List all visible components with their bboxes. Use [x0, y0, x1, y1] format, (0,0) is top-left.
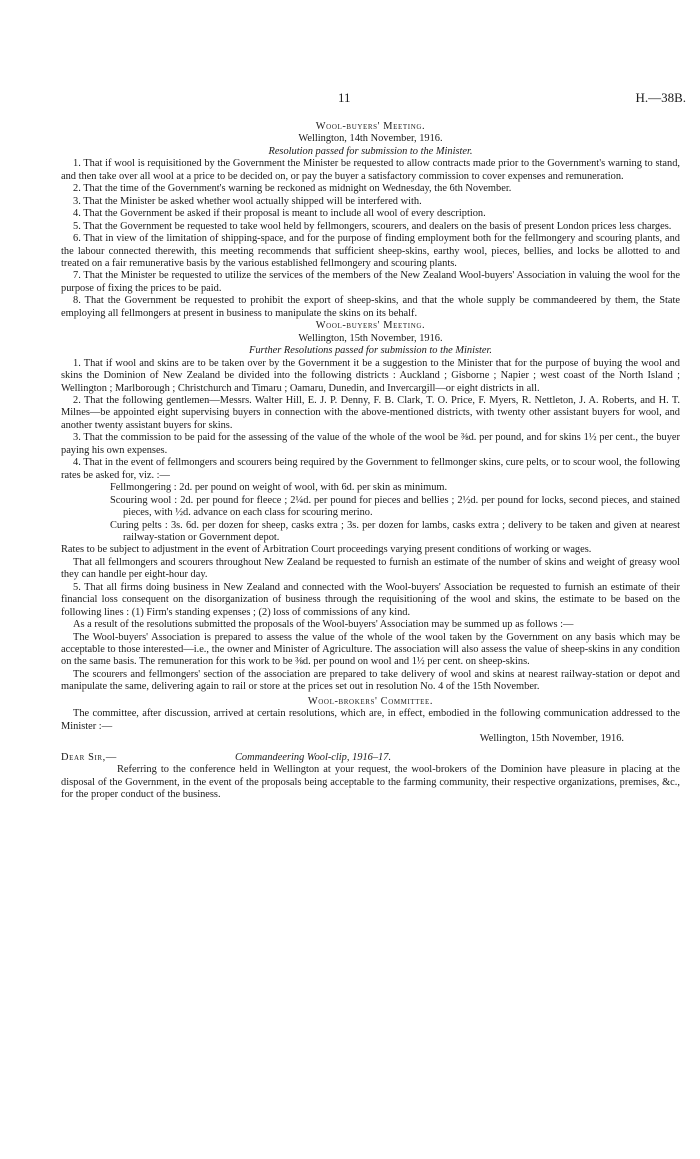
rate-entry: Scouring wool : 2d. per pound for fleece ; 2¼d. per pound for pieces and bellies ; 2½d. per pound for locks, second pieces, and stained pieces, with ½d. advance on each class for scouring merino.: [110, 494, 680, 519]
paragraph: The scourers and fellmongers' section of the association are prepared to take delivery of wool and skins at nearest railway-station or depot and manipulate the same, delivering again to rail or store at the prices set out in resolution No. 4 of the 15th November.: [61, 668, 680, 693]
letter-salutation-row: [61, 752, 680, 764]
letter-title: Commandeering Wool-clip, 1916–17.: [235, 751, 392, 763]
document-body: [61, 121, 680, 801]
page-number: 11: [338, 90, 351, 105]
paragraph: That all fellmongers and scourers throughout New Zealand be requested to furnish an estimate of the number of skins and weight of greasy wool they can handle per eight-hour day.: [61, 556, 680, 581]
letter-salutation: Dear Sir,—: [61, 751, 117, 763]
resolution-item: 8. That the Government be requested to prohibit the export of sheep-skins, and that the whole supply be commandeered by them, the State employing all fellmongers at present in business to manipulate the skins on its behalf.: [61, 295, 680, 319]
paragraph: The Wool-buyers' Association is prepared to assess the value of the whole of the wool taken by the Government on any basis which may be acceptable to those interested—i.e., the owner and Minister of Agriculture. The association will also assess the value of sheep-skins in any condition on the same basis. The remuneration for this work to be ⅜d. per pound on wool and 1½ per cent. on sheep-skins.: [61, 631, 680, 668]
section-date-2: Wellington, 15th November, 1916.: [298, 332, 443, 344]
section-subtitle-1: Resolution passed for submission to the Minister.: [268, 145, 473, 157]
section-title-3: Wool-brokers' Committee.: [307, 695, 434, 707]
resolution-item: 2. That the following gentlemen—Messrs. Walter Hill, E. J. P. Denny, F. B. Clark, T. O. Price, F. Myers, R. Nettleton, J. A. Roberts, and H. T. Milnes—be appointed eight supervising buyers in connection with the above-mentioned districts, with twenty other assistant buyers for wool, and another twenty assistant buyers for skins.: [61, 394, 680, 431]
resolution-item: 3. That the commission to be paid for the assessing of the value of the whole of the wool be ⅜d. per pound, and for skins 1½ per cent., the buyer paying his own expenses.: [61, 432, 680, 456]
letter-date: Wellington, 15th November, 1916.: [479, 733, 624, 745]
section-title-1: Wool-buyers' Meeting.: [315, 121, 426, 132]
resolution-item: 1. That if wool is requisitioned by the Government the Minister be requested to allow contracts made prior to the Government's warning to stand, and then take over all wool at a price to be decided on, or pay the buyer a satisfactory commission to cover expenses and remuneration.: [61, 158, 680, 182]
rate-entry: Fellmongering : 2d. per pound on weight of wool, with 6d. per skin as minimum.: [110, 482, 448, 494]
rate-entry: Curing pelts : 3s. 6d. per dozen for sheep, casks extra ; 3s. per dozen for lambs, casks extra ; delivery to be taken and given at nearest railway-station or Government depot.: [110, 519, 680, 543]
resolution-item: 4. That the Government be asked if their proposal is meant to include all wool of every description.: [73, 208, 486, 220]
paragraph: The committee, after discussion, arrived at certain resolutions, which are, in effect, embodied in the following communication addressed to the Minister :—: [61, 708, 680, 732]
resolution-item: 2. That the time of the Government's warning be reckoned as midnight on Wednesday, the 6th November.: [73, 183, 512, 195]
resolution-item: 1. That if wool and skins are to be taken over by the Government it be a suggestion to the Minister that for the purpose of buying the wool and skins the Dominion of New Zealand be divided into the following districts : Auckland ; Gisborne ; Napier ; west coast of the North Island ; Wellington ; Marlborough ; Christchurch and Timaru ; Oamaru, Dunedin, and Invercargill—or eight districts in all.: [61, 357, 680, 394]
section-subtitle-2: Further Resolutions passed for submission to the Minister.: [248, 345, 493, 357]
resolution-item: 4. That in the event of fellmongers and scourers being required by the Government to fellmonger skins, cure pelts, or to scour wool, the following rates be asked for, viz. :—: [61, 457, 680, 481]
section-date-1: Wellington, 14th November, 1916.: [298, 133, 443, 145]
document-reference: H.—38B.: [635, 90, 686, 105]
resolution-item: 6. That in view of the limitation of shipping-space, and for the purpose of finding employment both for the fellmongery and scouring plants, and the labour connected therewith, this meeting recommends that sufficient sheep-skins, earthy wool, pieces, bellies, and locks be allotted to and treated on a fair remunerative basis by the various established fellmongery and scouring plants.: [61, 233, 680, 269]
rates-note: Rates to be subject to adjustment in the event of Arbitration Court proceedings varying present conditions of working or wages.: [61, 544, 592, 556]
letter-body: Referring to the conference held in Wellington at your request, the wool-brokers of the Dominion have pleasure in placing at the disposal of the Government, in the event of the proposals being acceptable to the farming community, their respective organizations, premises, &c., for the proper conduct of the business.: [61, 764, 680, 801]
paragraph: As a result of the resolutions submitted the proposals of the Wool-buyers' Association may be summed up as follows :—: [73, 619, 574, 631]
section-title-2: Wool-buyers' Meeting.: [315, 320, 426, 332]
resolution-item: 5. That all firms doing business in New Zealand and connected with the Wool-buyers' Association be requested to furnish an estimate of their financial loss consequent on the disorganization of business through the requisitioning of the wool and skins, the estimate to be based on the following lines : (1) Firm's standing expenses ; (2) loss of commissions of any kind.: [61, 581, 680, 618]
resolution-item: 7. That the Minister be requested to utilize the services of the members of the New Zealand Wool-buyers' Association in valuing the wool for the purpose of fixing the prices to be paid.: [61, 270, 680, 294]
resolution-item: 3. That the Minister be asked whether wool actually shipped will be interfered with.: [73, 195, 422, 207]
resolution-item: 5. That the Government be requested to take wool held by fellmongers, scourers, and dealers on the basis of present London prices less charges.: [73, 220, 672, 232]
